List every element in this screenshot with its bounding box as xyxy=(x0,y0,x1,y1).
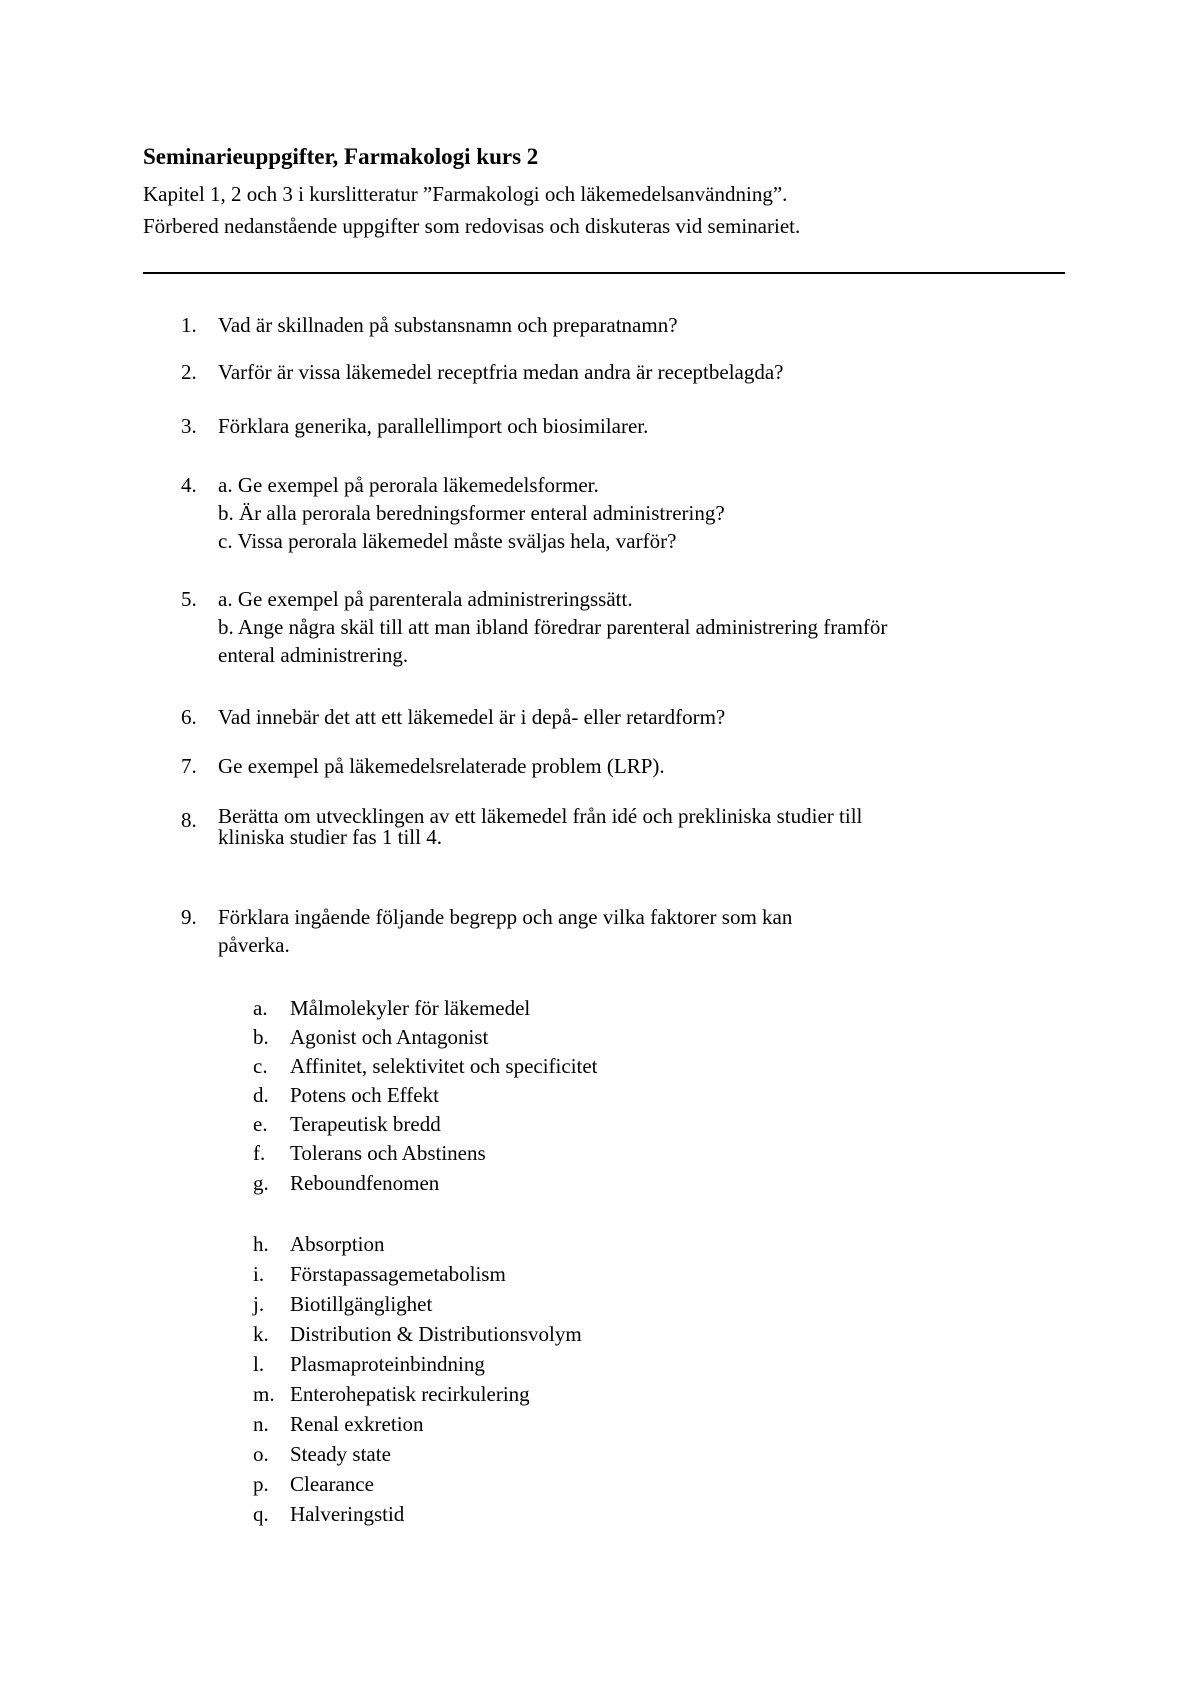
question-number: 3. xyxy=(181,414,197,438)
question-number: 2. xyxy=(181,360,197,384)
concept-text: Steady state xyxy=(290,1442,391,1466)
concept-letter: e. xyxy=(253,1112,268,1136)
concept-letter: f. xyxy=(253,1141,266,1165)
concept-text: Clearance xyxy=(290,1472,374,1496)
question-number: 7. xyxy=(181,754,197,778)
question-number: 5. xyxy=(181,587,197,611)
concept-text: Renal exkretion xyxy=(290,1412,424,1436)
instructions: Förbered nedanstående uppgifter som redovisas och diskuteras vid seminariet. xyxy=(143,214,801,238)
question-text: enteral administrering. xyxy=(218,643,409,667)
question-number: 8. xyxy=(181,808,197,832)
document-title: Seminarieuppgifter, Farmakologi kurs 2 xyxy=(143,144,539,169)
concept-text: Potens och Effekt xyxy=(290,1083,439,1107)
concept-letter: q. xyxy=(253,1502,269,1526)
question-text: Förklara ingående följande begrepp och ange vilka faktorer som kan xyxy=(218,905,793,929)
question-text: Ge exempel på läkemedelsrelaterade problem (LRP). xyxy=(218,754,665,778)
concept-text: Distribution & Distributionsvolym xyxy=(290,1322,582,1346)
question-text: Vad är skillnaden på substansnamn och preparatnamn? xyxy=(218,313,678,337)
concept-letter: l. xyxy=(253,1352,265,1376)
concept-text: Halveringstid xyxy=(290,1502,405,1526)
question-text: Förklara generika, parallellimport och biosimilarer. xyxy=(218,414,649,438)
concept-letter: p. xyxy=(253,1472,269,1496)
concept-letter: b. xyxy=(253,1025,269,1049)
question-text: c. Vissa perorala läkemedel måste sväljas hela, varför? xyxy=(218,529,677,553)
question-text: Berätta om utvecklingen av ett läkemedel från idé och prekliniska studier till xyxy=(218,804,863,828)
divider-rule xyxy=(143,272,1065,274)
concept-text: Målmolekyler för läkemedel xyxy=(290,996,531,1020)
question-text: b. Är alla perorala beredningsformer enteral administrering? xyxy=(218,501,725,525)
concept-letter: j. xyxy=(253,1292,265,1316)
question-text: påverka. xyxy=(218,933,290,957)
concept-letter: i. xyxy=(253,1262,265,1286)
concept-letter: m. xyxy=(253,1382,275,1406)
concept-text: Enterohepatisk recirkulering xyxy=(290,1382,530,1406)
concept-letter: d. xyxy=(253,1083,269,1107)
question-number: 4. xyxy=(181,473,197,497)
concept-text: Plasmaproteinbindning xyxy=(290,1352,485,1376)
concept-letter: c. xyxy=(253,1054,268,1078)
concept-text: Terapeutisk bredd xyxy=(290,1112,441,1136)
question-text: Varför är vissa läkemedel receptfria medan andra är receptbelagda? xyxy=(218,360,784,384)
question-text: b. Ange några skäl till att man ibland föredrar parenteral administrering framför xyxy=(218,615,888,639)
question-text: a. Ge exempel på perorala läkemedelsformer. xyxy=(218,473,599,497)
concept-text: Biotillgänglighet xyxy=(290,1292,433,1316)
question-number: 9. xyxy=(181,905,197,929)
question-number: 6. xyxy=(181,705,197,729)
concept-letter: h. xyxy=(253,1232,269,1256)
question-text: kliniska studier fas 1 till 4. xyxy=(218,825,442,849)
concept-letter: g. xyxy=(253,1171,269,1195)
concept-letter: a. xyxy=(253,996,268,1020)
concept-text: Reboundfenomen xyxy=(290,1171,440,1195)
concept-text: Förstapassagemetabolism xyxy=(290,1262,506,1286)
question-number: 1. xyxy=(181,313,197,337)
concept-text: Affinitet, selektivitet och specificitet xyxy=(290,1054,598,1078)
chapter-reference: Kapitel 1, 2 och 3 i kurslitteratur ”Farmakologi och läkemedelsanvändning”. xyxy=(143,182,788,206)
concept-text: Tolerans och Abstinens xyxy=(290,1141,486,1165)
question-text: a. Ge exempel på parenterala administreringssätt. xyxy=(218,587,633,611)
concept-text: Agonist och Antagonist xyxy=(290,1025,489,1049)
concept-text: Absorption xyxy=(290,1232,385,1256)
question-text: Vad innebär det att ett läkemedel är i depå- eller retardform? xyxy=(218,705,726,729)
concept-letter: n. xyxy=(253,1412,269,1436)
concept-letter: k. xyxy=(253,1322,269,1346)
concept-letter: o. xyxy=(253,1442,269,1466)
